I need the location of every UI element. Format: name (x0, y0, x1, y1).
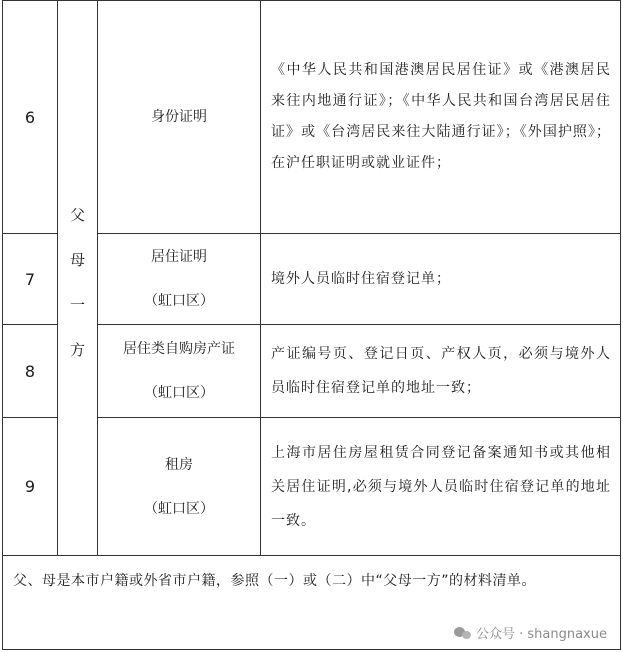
item-requirement: 《中华人民共和国港澳居民居住证》或《港澳居民来往内地通行证》；《中华人民共和国台湾居民居住证》或《台湾居民来往大陆通行证》；《外国护照》；在沪任职证明或就业证件； (261, 1, 621, 234)
item-requirement: 上海市居住房屋租赁合同登记备案通知书或其他相关居住证明,必须与境外人员临时住宿登记单的地址一致。 (261, 418, 621, 556)
row-number: 7 (3, 234, 58, 325)
item-district: （虹口区） (144, 293, 214, 309)
side-char: 方 (69, 341, 85, 359)
watermark-text: 公众号 · shangnaxue (475, 627, 607, 642)
row-number: 8 (3, 325, 58, 418)
applicant-side-label (58, 1, 98, 556)
item-name (98, 325, 261, 418)
item-district: （虹口区） (144, 385, 214, 401)
item-label: 居住类自购房产证 (123, 341, 235, 357)
row-number: 6 (3, 1, 58, 234)
watermark (454, 623, 607, 642)
item-district: （虹口区） (144, 500, 214, 517)
note-text: 父、母是本市户籍或外省市户籍，参照（一）或（二）中“父母一方”的材料清单。 (13, 573, 537, 589)
side-char: 母 (69, 251, 85, 269)
side-char: 父 (69, 206, 85, 224)
item-name (98, 234, 261, 325)
item-label: 租房 (165, 456, 193, 473)
item-label: 身份证明 (151, 109, 207, 125)
side-char: 一 (69, 296, 85, 314)
item-label: 居住证明 (151, 249, 207, 265)
table-row (3, 1, 621, 234)
item-name (98, 1, 261, 234)
item-requirement: 境外人员临时住宿登记单； (261, 234, 621, 325)
wechat-icon (454, 626, 472, 640)
item-requirement: 产证编号页、登记日页、产权人页，必须与境外人员临时住宿登记单的地址一致； (261, 325, 621, 418)
materials-table (2, 0, 621, 650)
row-number: 9 (3, 418, 58, 556)
item-name (98, 418, 261, 556)
